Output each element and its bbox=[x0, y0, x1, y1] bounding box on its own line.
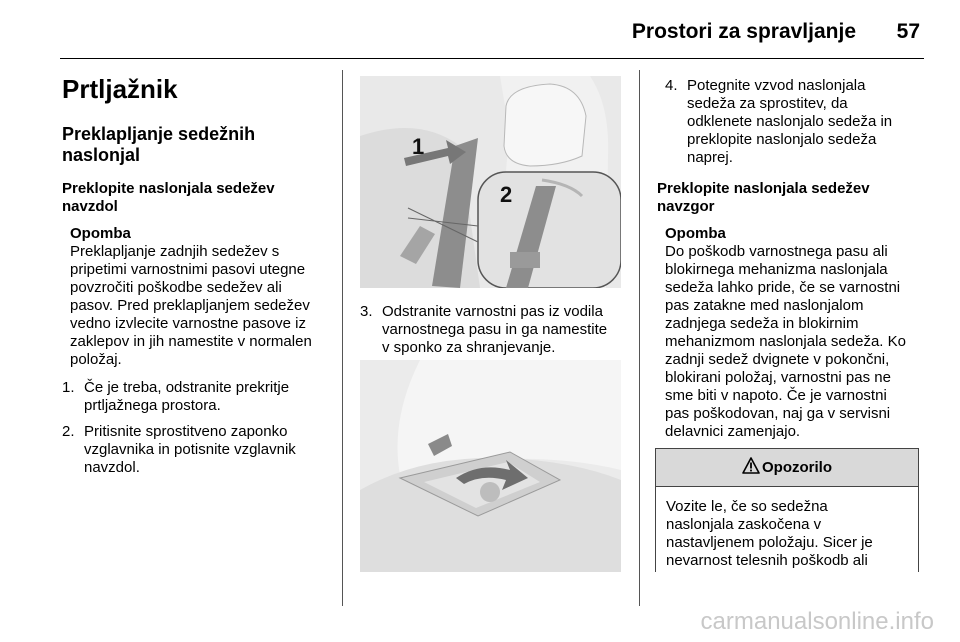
step-line: navzdol. bbox=[84, 459, 140, 476]
step-number: 1. bbox=[62, 379, 75, 396]
note-line: sedeža lahko pride, če se varnostni bbox=[665, 279, 901, 296]
note-line: pripetimi varnostnimi pasovi utegne bbox=[70, 261, 306, 278]
steps-list bbox=[360, 303, 635, 357]
step-item bbox=[62, 423, 334, 477]
note-line: zadnji sedež dvignete v pokončni, bbox=[665, 351, 890, 368]
warning-header bbox=[656, 449, 918, 487]
step-item bbox=[62, 379, 334, 415]
note-title: Opomba bbox=[70, 225, 131, 242]
illustration-seat-release-lever-svg bbox=[360, 360, 621, 572]
column-divider-left bbox=[342, 70, 343, 606]
note-line: Preklapljanje zadnjih sedežev s bbox=[70, 243, 280, 260]
step-line: varnostnega pasu in ga namestite bbox=[382, 321, 608, 338]
topic-heading-line: Preklopite naslonjala sedežev bbox=[62, 180, 275, 197]
step-line: preklopite naslonjalo sedeža bbox=[687, 131, 877, 148]
note-line: povzročiti poškodbe sedežev ali bbox=[70, 279, 282, 296]
note-line: položaj. bbox=[70, 351, 122, 368]
step-line: Odstranite varnostni pas iz vodila bbox=[382, 303, 603, 320]
warning-line: nastavljenem položaju. Sicer je bbox=[666, 534, 873, 551]
step-number: 3. bbox=[360, 303, 373, 320]
warning-triangle-icon bbox=[742, 457, 760, 478]
running-header-title: Prostori za spravljanje bbox=[631, 20, 856, 43]
step-line: sedeža za sprostitev, da bbox=[687, 95, 848, 112]
note-line: mehanizmom naslonjala sedeža. Ko bbox=[665, 333, 906, 350]
header-rule bbox=[60, 58, 924, 59]
step-item bbox=[665, 77, 929, 167]
illustration-headrest-belt-svg bbox=[360, 76, 621, 288]
step-line: vzglavnika in potisnite vzglavnik bbox=[84, 441, 296, 458]
warning-body bbox=[656, 487, 918, 570]
note-block bbox=[62, 225, 334, 369]
subsection-heading-line: Preklapljanje sedežnih bbox=[62, 124, 256, 144]
topic-heading-line: Preklopite naslonjala sedežev bbox=[657, 180, 870, 197]
subsection-heading-line: naslonjal bbox=[62, 145, 141, 165]
step-line: v sponko za shranjevanje. bbox=[382, 339, 556, 356]
note-block bbox=[657, 225, 929, 441]
middle-step-block bbox=[360, 303, 635, 357]
step-line: Če je treba, odstranite prekritje bbox=[84, 379, 290, 396]
step-line: odklenete naslonjalo sedeža in bbox=[687, 113, 893, 130]
note-line: sme biti v napoto. Če je varnostni bbox=[665, 387, 887, 404]
page-number: 57 bbox=[896, 20, 920, 43]
warning-box bbox=[655, 448, 919, 572]
site-watermark: carmanualsonline.info bbox=[700, 608, 934, 635]
illustration-headrest-belt bbox=[360, 76, 621, 288]
step-item bbox=[360, 303, 635, 357]
note-line: delavnici zamenjajo. bbox=[665, 423, 801, 440]
steps-list bbox=[62, 379, 334, 477]
figure-label-2: 2 bbox=[500, 182, 513, 207]
topic-heading-line: navzdol bbox=[62, 198, 118, 215]
steps-list bbox=[657, 77, 929, 167]
left-column bbox=[62, 74, 334, 477]
step-line: Pritisnite sprostitveno zaponko bbox=[84, 423, 288, 440]
note-title: Opomba bbox=[665, 225, 726, 242]
figure-label-1: 1 bbox=[412, 134, 425, 159]
note-line: blokirani položaj, varnostni pas ne bbox=[665, 369, 891, 386]
step-number: 2. bbox=[62, 423, 75, 440]
note-line: Do poškodb varnostnega pasu ali bbox=[665, 243, 888, 260]
note-line: pas zatakne med naslonjalom bbox=[665, 297, 864, 314]
section-heading: Prtljažnik bbox=[62, 74, 178, 104]
warning-line: naslonjala zaskočena v bbox=[666, 516, 822, 533]
right-column bbox=[657, 77, 929, 441]
step-line: Potegnite vzvod naslonjala bbox=[687, 77, 866, 94]
warning-line: Vozite le, če so sedežna bbox=[666, 498, 828, 515]
warning-line: nevarnost telesnih poškodb ali bbox=[666, 552, 868, 569]
illustration-seat-release-lever bbox=[360, 360, 621, 572]
column-divider-right bbox=[639, 70, 640, 606]
note-line: zaklepov in jih namestite v normalen bbox=[70, 333, 312, 350]
note-line: pasov. Pred preklapljanjem sedežev bbox=[70, 297, 310, 314]
note-line: blokirnega mehanizma naslonjala bbox=[665, 261, 888, 278]
step-line: prtljažnega prostora. bbox=[84, 397, 221, 414]
warning-title: Opozorilo bbox=[762, 459, 832, 476]
note-line: vedno izvlecite varnostne pasove iz bbox=[70, 315, 306, 332]
step-line: naprej. bbox=[687, 149, 733, 166]
note-line: pas poškodovan, naj ga v servisni bbox=[665, 405, 891, 422]
note-line: zadnjega sedeža in blokirnim bbox=[665, 315, 859, 332]
topic-heading-line: navzgor bbox=[657, 198, 715, 215]
step-number: 4. bbox=[665, 77, 678, 94]
